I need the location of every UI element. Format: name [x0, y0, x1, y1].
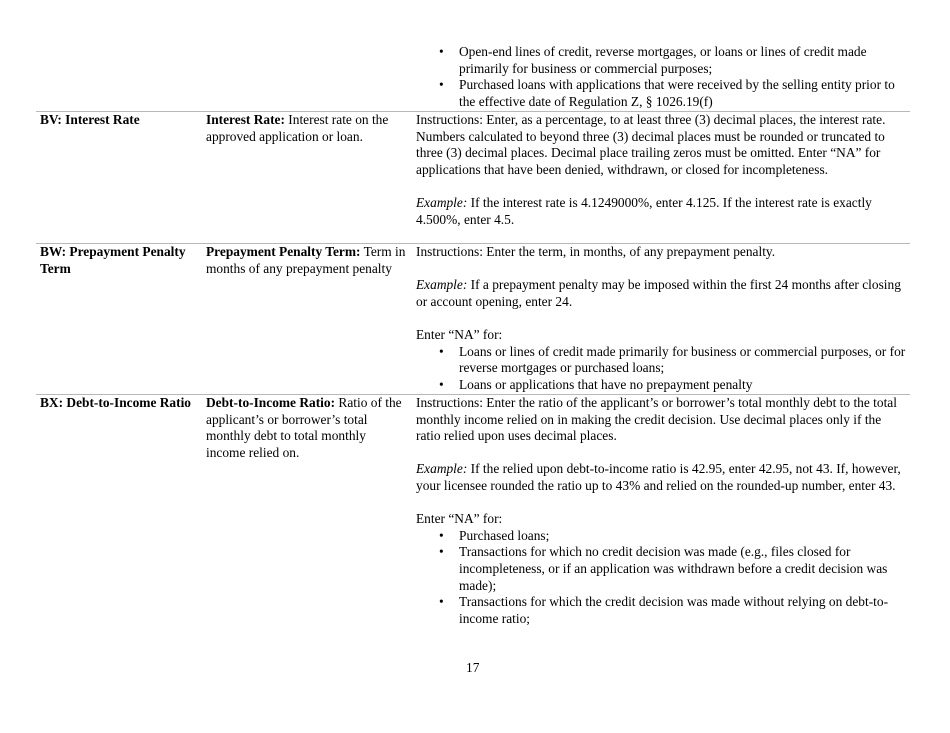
field-instructions — [416, 112, 908, 228]
example-text: Example: If the relied upon debt-to-income ratio is 42.95, enter 42.95, not 43. If, however, your licensee rounded the ratio up to 43% and relied on the rounded-up number, enter 43. — [416, 461, 901, 493]
field-code: BX: Debt-to-Income Ratio — [40, 395, 191, 410]
field-code: BW: Prepayment Penalty Term — [40, 244, 186, 276]
field-definition — [206, 244, 406, 277]
page-number: 17 — [466, 660, 480, 675]
continuation-instructions — [416, 44, 908, 110]
field-definition-text: Ratio of the applicant’s or borrower’s total monthly debt to total monthly income relied on. — [206, 395, 402, 460]
list-item: • Transactions for which no credit decision was made (e.g., files closed for incompleteness, or if an application was withdrawn before a credit decision was made); — [416, 544, 908, 594]
list-item: • Purchased loans; — [416, 528, 908, 545]
table-row-prepayment-penalty-term — [36, 243, 910, 395]
example-label: Example: — [416, 461, 468, 477]
table-row-debt-to-income-ratio — [36, 394, 910, 653]
field-definition-text: Interest rate on the approved application or loan. — [206, 112, 389, 144]
field-term: Debt-to-Income Ratio: — [206, 395, 336, 410]
instructions-text: Instructions: Enter, as a percentage, to at least three (3) decimal places, the interest rate. Numbers calculated to beyond three (3) decimal places must be rounded or truncated to three (3) decimal places. Decimal place trailing zeros must be omitted. Enter “NA” for applications that have been denied, withdrawn, or closed for incompleteness. — [416, 112, 886, 177]
na-intro: Enter “NA” for: — [416, 326, 503, 342]
field-term: Prepayment Penalty Term: — [206, 244, 361, 259]
list-item: • Transactions for which the credit decision was made without relying on debt-to-income ratio; — [416, 594, 908, 627]
example-label: Example: — [416, 277, 468, 293]
instructions-text: Instructions: Enter the ratio of the applicant’s or borrower’s total monthly debt to the total monthly income relied on in making the credit decision. Use decimal places only if the ratio relied upon uses decimal places. — [416, 395, 897, 444]
na-bullet-list — [416, 344, 908, 394]
na-bullet-list — [416, 528, 908, 628]
example-label: Example: — [416, 194, 468, 210]
list-item: • Open-end lines of credit, reverse mortgages, or loans or lines of credit made primarily for business or commercial purposes; — [416, 44, 908, 77]
field-definition — [206, 112, 406, 145]
instructions-text: Instructions: Enter the term, in months, of any prepayment penalty. — [416, 244, 776, 259]
na-intro: Enter “NA” for: — [416, 511, 503, 527]
continuation-row — [36, 44, 910, 111]
continuation-bullet-list — [416, 44, 908, 110]
example-text: Example: If a prepayment penalty may be imposed within the first 24 months after closing or account opening, enter 24. — [416, 277, 901, 309]
field-instructions — [416, 244, 908, 393]
field-definition — [206, 395, 406, 461]
list-item: • Purchased loans with applications that were received by the selling entity prior to the effective date of Regulation Z, § 1026.19(f) — [416, 77, 908, 110]
example-text: Example: If the interest rate is 4.1249000%, enter 4.125. If the interest rate is exactly 4.500%, enter 4.5. — [416, 194, 872, 227]
table-row-interest-rate — [36, 111, 910, 244]
field-definition-text: Term in months of any prepayment penalty — [206, 244, 406, 276]
field-instructions — [416, 395, 908, 627]
list-item: • Loans or applications that have no prepayment penalty — [416, 377, 908, 394]
field-code: BV: Interest Rate — [40, 112, 140, 127]
list-item: • Loans or lines of credit made primarily for business or commercial purposes, or for reverse mortgages or purchased loans; — [416, 344, 908, 377]
field-term: Interest Rate: — [206, 112, 285, 127]
